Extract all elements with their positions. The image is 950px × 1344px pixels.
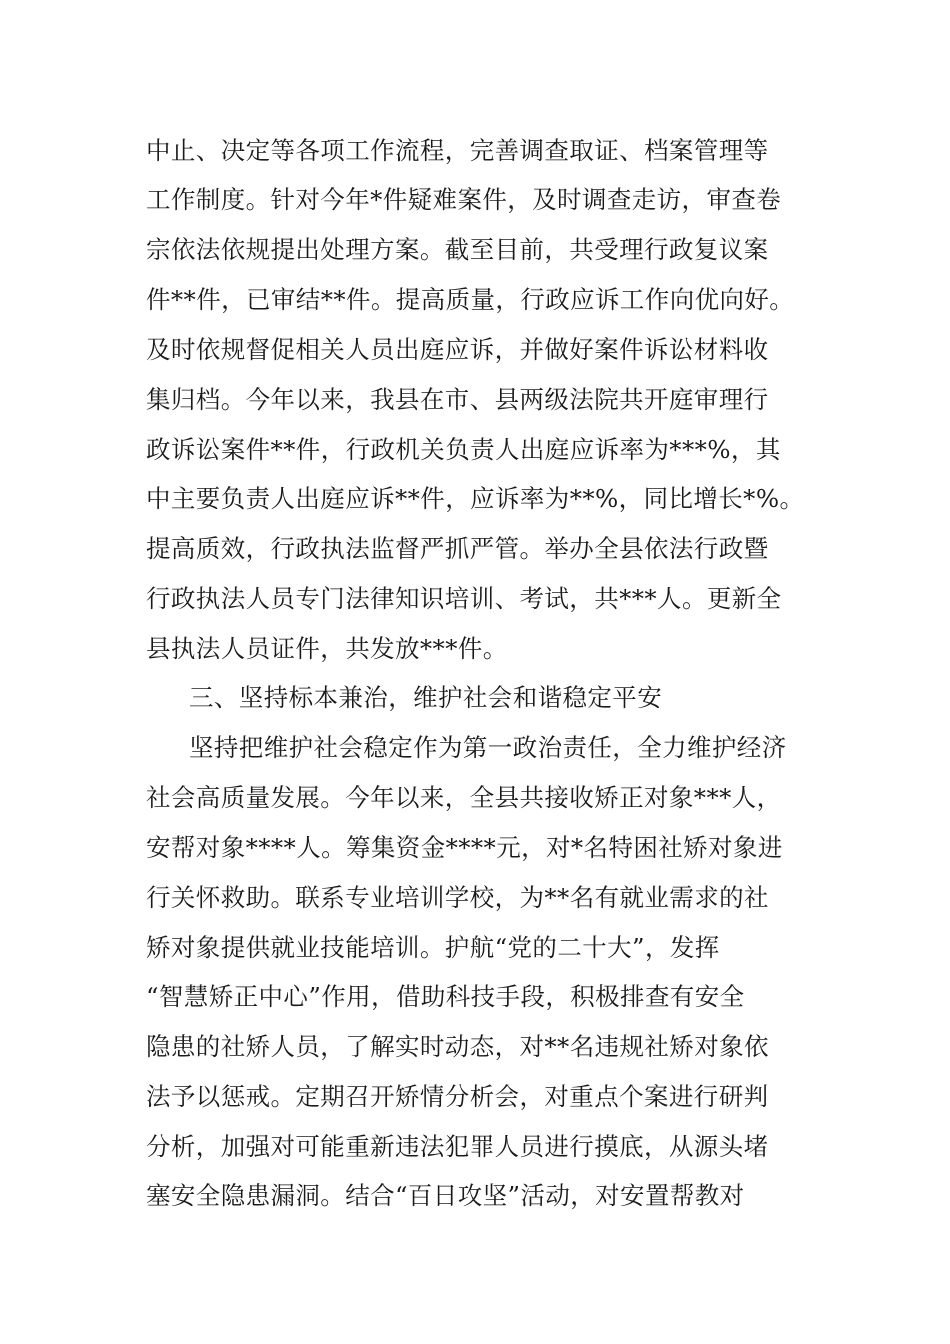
paragraph-first-line: 坚持把维护社会稳定作为第一政治责任，全力维护经济: [189, 733, 787, 762]
body-text-line: 件**件，已审结**件。提高质量，行政应诉工作向优向好。: [146, 285, 795, 314]
body-text-line: 塞安全隐患漏洞。结合“百日攻坚”活动，对安置帮教对: [146, 1181, 745, 1210]
body-text-line: 行政执法人员专门法律知识培训、考试，共***人。更新全: [146, 584, 782, 613]
body-text-line: “智慧矫正中心”作用，借助科技手段，积极排查有安全: [146, 982, 745, 1011]
body-text-line: 集归档。今年以来，我县在市、县两级法院共开庭审理行: [146, 385, 769, 414]
body-text-line: 隐患的社矫人员，了解实时动态，对**名违规社矫对象依: [146, 1032, 769, 1061]
body-text-line: 行关怀救助。联系专业培训学校，为**名有就业需求的社: [146, 883, 769, 912]
body-text-line: 社会高质量发展。今年以来，全县共接收矫正对象***人，: [146, 783, 782, 812]
body-text-line: 中主要负责人出庭应诉**件，应诉率为**%，同比增长*%。: [146, 484, 805, 513]
body-text-line: 安帮对象****人。筹集资金****元，对*名特困社矫对象进: [146, 833, 783, 862]
body-text-line: 县执法人员证件，共发放***件。: [146, 634, 508, 663]
body-text-line: 宗依法依规提出处理方案。截至目前，共受理行政复议案: [146, 235, 769, 264]
body-text-line: 政诉讼案件**件，行政机关负责人出庭应诉率为***%，其: [146, 435, 781, 464]
body-text-line: 法予以惩戒。定期召开矫情分析会，对重点个案进行研判: [146, 1082, 769, 1111]
body-text-line: 提高质效，行政执法监督严抓严管。举办全县依法行政暨: [146, 534, 769, 563]
body-text-line: 工作制度。针对今年*件疑难案件，及时调查走访，审查卷: [146, 185, 782, 214]
body-text-line: 中止、决定等各项工作流程，完善调查取证、档案管理等: [146, 136, 769, 165]
section-heading: 三、坚持标本兼治，维护社会和谐稳定平安: [189, 683, 663, 712]
body-text-line: 矫对象提供就业技能培训。护航“党的二十大”，发挥: [146, 933, 720, 962]
body-text-line: 及时依规督促相关人员出庭应诉，并做好案件诉讼材料收: [146, 335, 769, 364]
body-text-line: 分析，加强对可能重新违法犯罪人员进行摸底，从源头堵: [146, 1132, 769, 1161]
